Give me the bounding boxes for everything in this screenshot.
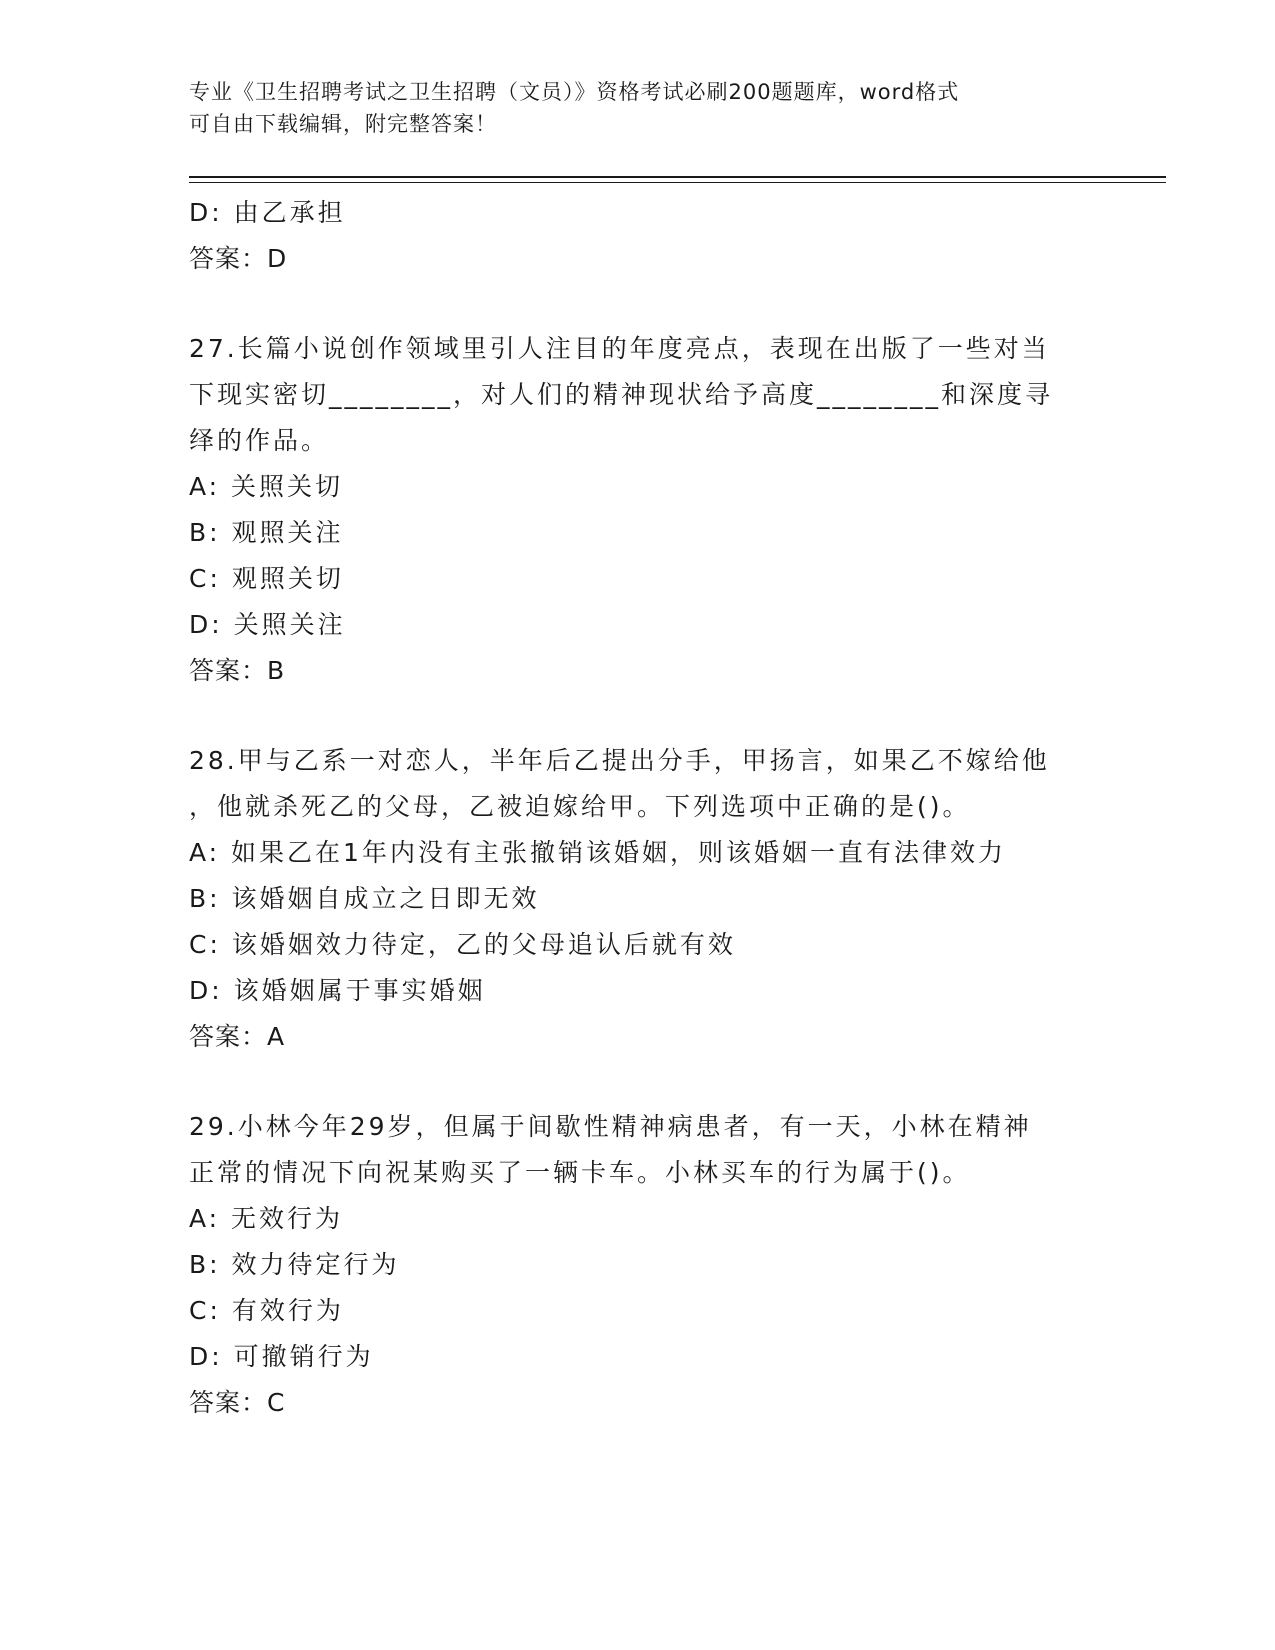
question-27 <box>189 326 1089 694</box>
header-line-2: 可自由下载编辑，附完整答案！ <box>189 112 497 136</box>
question-text-line: 下现实密切________，对人们的精神现状给予高度________和深度寻 <box>189 380 1054 409</box>
option-c: C: 有效行为 <box>189 1296 344 1325</box>
page-header <box>189 76 1089 140</box>
option-b: B: 观照关注 <box>189 518 344 547</box>
spacer <box>189 694 1089 738</box>
question-text-line: ，他就杀死乙的父母，乙被迫嫁给甲。下列选项中正确的是()。 <box>189 792 971 821</box>
spacer <box>189 1060 1089 1104</box>
question-26-tail <box>189 190 1089 282</box>
question-text-line: 27.长篇小说创作领域里引人注目的年度亮点，表现在出版了一些对当 <box>189 334 1050 363</box>
header-divider-thin <box>189 182 1166 183</box>
option-a: A: 关照关切 <box>189 472 344 501</box>
option-c: C: 观照关切 <box>189 564 344 593</box>
option-d: D: 关照关注 <box>189 610 346 639</box>
answer-line: 答案：B <box>189 656 286 685</box>
question-29 <box>189 1104 1089 1426</box>
question-28 <box>189 738 1089 1060</box>
spacer <box>189 282 1089 326</box>
question-text-line: 绎的作品。 <box>189 426 330 455</box>
question-text-line: 29.小林今年29岁，但属于间歇性精神病患者，有一天，小林在精神 <box>189 1112 1032 1141</box>
option-d: D: 由乙承担 <box>189 198 346 227</box>
header-divider-thick <box>189 176 1166 178</box>
answer-line: 答案：C <box>189 1388 286 1417</box>
option-a: A: 无效行为 <box>189 1204 344 1233</box>
option-a: A: 如果乙在1年内没有主张撤销该婚姻，则该婚姻一直有法律效力 <box>189 838 1006 867</box>
question-text-line: 28.甲与乙系一对恋人，半年后乙提出分手，甲扬言，如果乙不嫁给他 <box>189 746 1050 775</box>
option-d: D: 可撤销行为 <box>189 1342 374 1371</box>
option-c: C: 该婚姻效力待定，乙的父母追认后就有效 <box>189 930 736 959</box>
answer-line: 答案：A <box>189 1022 286 1051</box>
option-b: B: 效力待定行为 <box>189 1250 400 1279</box>
option-d: D: 该婚姻属于事实婚姻 <box>189 976 486 1005</box>
answer-line: 答案：D <box>189 244 288 273</box>
document-body <box>189 190 1089 1426</box>
header-line-1: 专业《卫生招聘考试之卫生招聘（文员）》资格考试必刷200题题库，word格式 <box>189 80 960 104</box>
question-text-line: 正常的情况下向祝某购买了一辆卡车。小林买车的行为属于()。 <box>189 1158 971 1187</box>
option-b: B: 该婚姻自成立之日即无效 <box>189 884 540 913</box>
